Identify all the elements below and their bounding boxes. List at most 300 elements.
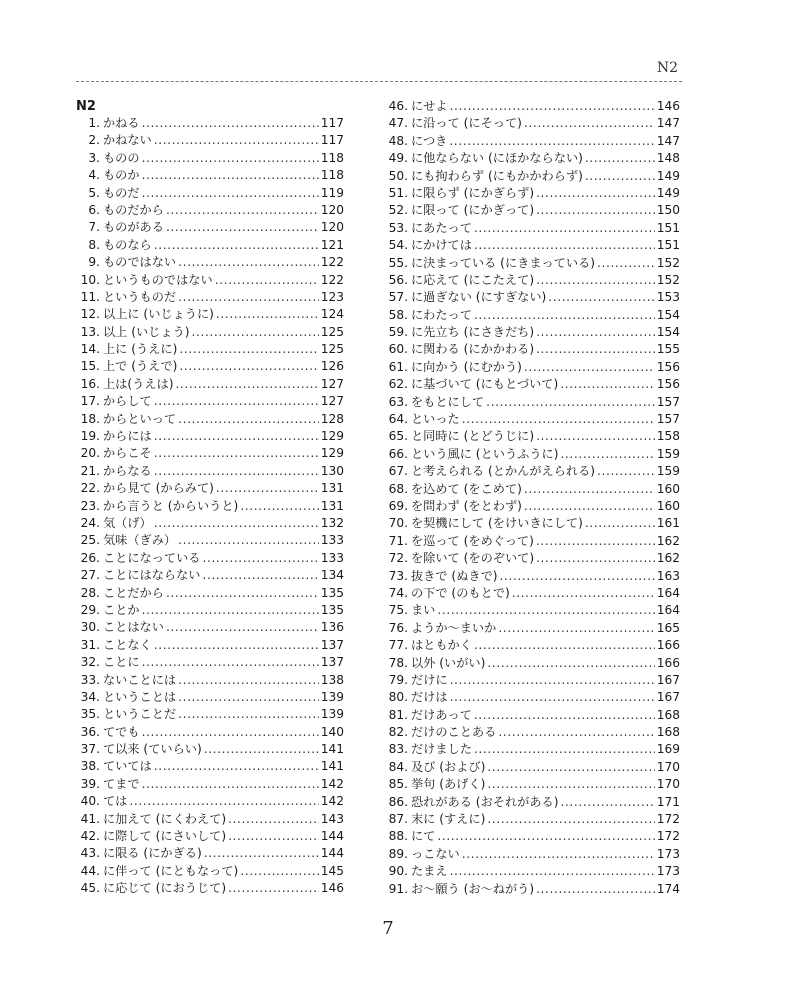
dot-leader bbox=[536, 533, 655, 550]
dot-leader bbox=[474, 220, 655, 237]
entry-page-number: 164 bbox=[656, 603, 680, 618]
dot-leader bbox=[560, 446, 654, 463]
toc-entry bbox=[386, 237, 680, 254]
entry-title: に向かう (にむかう) bbox=[411, 359, 522, 374]
entry-number: 77. bbox=[388, 638, 408, 653]
dot-leader bbox=[240, 498, 318, 515]
entry-number: 27. bbox=[80, 568, 100, 583]
entry-number: 55. bbox=[388, 255, 408, 270]
dot-leader bbox=[437, 828, 654, 845]
dot-leader bbox=[228, 828, 319, 845]
toc-entry bbox=[76, 724, 344, 741]
entry-page-number: 144 bbox=[320, 846, 344, 861]
toc-entry bbox=[386, 289, 680, 306]
dot-leader bbox=[500, 568, 655, 585]
entry-page-number: 118 bbox=[320, 150, 344, 165]
entry-page-number: 165 bbox=[656, 620, 680, 635]
entry-number: 50. bbox=[388, 168, 408, 183]
dot-leader bbox=[450, 98, 655, 115]
entry-number: 1. bbox=[88, 116, 100, 130]
entry-number: 45. bbox=[80, 881, 100, 896]
entry-title: ことなく bbox=[103, 637, 152, 652]
entry-page-number: 156 bbox=[656, 377, 680, 392]
entry-number: 81. bbox=[388, 707, 408, 722]
entry-title: 気（げ） bbox=[103, 515, 152, 530]
toc-entry bbox=[76, 376, 344, 393]
entry-title: というものだ bbox=[103, 289, 177, 304]
dot-leader bbox=[178, 689, 319, 706]
toc-entry bbox=[386, 481, 680, 498]
toc-entry bbox=[76, 845, 344, 862]
entry-page-number: 153 bbox=[656, 290, 680, 305]
toc-entry bbox=[386, 568, 680, 585]
section-title: N2 bbox=[76, 99, 96, 114]
entry-title: ものだ bbox=[103, 185, 140, 200]
toc-entry bbox=[76, 619, 344, 636]
entry-title: ことか bbox=[103, 602, 140, 617]
entry-number: 20. bbox=[80, 446, 100, 461]
toc-column-left bbox=[76, 98, 344, 898]
entry-page-number: 149 bbox=[656, 185, 680, 200]
dot-leader bbox=[474, 741, 655, 758]
entry-number: 41. bbox=[80, 811, 100, 826]
dot-leader bbox=[203, 567, 319, 584]
dot-leader bbox=[474, 637, 655, 654]
entry-page-number: 138 bbox=[320, 672, 344, 687]
entry-page-number: 133 bbox=[320, 550, 344, 565]
entry-page-number: 170 bbox=[656, 777, 680, 792]
entry-number: 28. bbox=[80, 585, 100, 600]
entry-title: ていては bbox=[103, 759, 152, 774]
entry-title: に過ぎない (にすぎない) bbox=[411, 290, 547, 305]
entry-page-number: 135 bbox=[320, 585, 344, 600]
entry-number: 37. bbox=[80, 742, 100, 757]
entry-title: ことにはならない bbox=[103, 568, 201, 583]
entry-number: 61. bbox=[388, 359, 408, 374]
dot-leader bbox=[585, 515, 655, 532]
toc-entry bbox=[386, 828, 680, 845]
dot-leader bbox=[585, 150, 655, 167]
entry-number: 3. bbox=[88, 150, 100, 165]
entry-page-number: 146 bbox=[656, 99, 680, 113]
toc-entry bbox=[76, 289, 344, 306]
entry-title: だけました bbox=[411, 742, 472, 757]
dot-leader bbox=[142, 602, 319, 619]
entry-number: 6. bbox=[88, 202, 100, 217]
entry-page-number: 128 bbox=[320, 411, 344, 426]
entry-page-number: 142 bbox=[320, 776, 344, 791]
entry-number: 51. bbox=[388, 185, 408, 200]
entry-number: 12. bbox=[80, 307, 100, 322]
entry-number: 79. bbox=[388, 672, 408, 687]
entry-number: 60. bbox=[388, 342, 408, 357]
entry-title: 気味（ぎみ） bbox=[103, 533, 177, 548]
toc-entry bbox=[76, 445, 344, 462]
entry-page-number: 172 bbox=[656, 812, 680, 827]
entry-title: かねる bbox=[103, 116, 140, 130]
entry-title: からなる bbox=[103, 463, 152, 478]
entry-title: に限る (にかぎる) bbox=[103, 846, 202, 861]
toc-entry bbox=[76, 654, 344, 671]
entry-title: にあたって bbox=[411, 220, 472, 235]
entry-title: 上で (うえで) bbox=[103, 359, 178, 374]
entry-title: ないことには bbox=[103, 672, 177, 687]
entry-number: 18. bbox=[80, 411, 100, 426]
entry-page-number: 129 bbox=[320, 429, 344, 444]
toc-entry bbox=[386, 255, 680, 272]
toc-entry bbox=[386, 881, 680, 898]
entry-title: といった bbox=[411, 412, 460, 427]
entry-title: 恐れがある (おそれがある) bbox=[411, 794, 559, 809]
entry-title: にせよ bbox=[411, 99, 448, 113]
dot-leader bbox=[524, 498, 655, 515]
entry-number: 26. bbox=[80, 550, 100, 565]
toc-entry bbox=[386, 185, 680, 202]
entry-number: 44. bbox=[80, 863, 100, 878]
dot-leader bbox=[228, 880, 319, 897]
entry-number: 87. bbox=[388, 812, 408, 827]
entry-title: っこない bbox=[411, 846, 460, 861]
dot-leader bbox=[536, 341, 655, 358]
entry-page-number: 173 bbox=[656, 864, 680, 879]
entry-page-number: 131 bbox=[320, 498, 344, 513]
toc-entry bbox=[386, 324, 680, 341]
entry-number: 5. bbox=[88, 185, 100, 200]
dot-leader bbox=[450, 672, 655, 689]
dot-leader bbox=[204, 741, 319, 758]
dot-leader bbox=[216, 306, 319, 323]
entry-title: からには bbox=[103, 429, 152, 444]
entry-number: 54. bbox=[388, 238, 408, 253]
entry-title: に基づいて (にもとづいて) bbox=[411, 377, 559, 392]
entry-page-number: 122 bbox=[320, 255, 344, 270]
toc-entry bbox=[386, 672, 680, 689]
toc-entry bbox=[76, 358, 344, 375]
entry-number: 91. bbox=[388, 881, 408, 896]
toc-entry bbox=[386, 359, 680, 376]
entry-title: ものの bbox=[103, 150, 140, 165]
entry-page-number: 135 bbox=[320, 602, 344, 617]
entry-title: に加えて (にくわえて) bbox=[103, 811, 227, 826]
toc-entry bbox=[386, 376, 680, 393]
entry-title: て以来 (ていらい) bbox=[103, 742, 202, 757]
entry-page-number: 151 bbox=[656, 220, 680, 235]
entry-title: に限って (にかぎって) bbox=[411, 203, 535, 218]
toc-entry bbox=[76, 306, 344, 323]
entry-title: に限らず (にかぎらず) bbox=[411, 185, 535, 200]
dot-leader bbox=[597, 255, 655, 272]
entry-page-number: 162 bbox=[656, 551, 680, 566]
toc-entry bbox=[386, 168, 680, 185]
dot-leader bbox=[142, 167, 319, 184]
entry-title: だけあって bbox=[411, 707, 472, 722]
toc-entry bbox=[76, 219, 344, 236]
dot-leader bbox=[178, 706, 319, 723]
entry-page-number: 151 bbox=[656, 238, 680, 253]
toc-entry bbox=[386, 533, 680, 550]
dot-leader bbox=[154, 428, 319, 445]
entry-number: 67. bbox=[388, 464, 408, 479]
entry-title: と考えられる (とかんがえられる) bbox=[411, 464, 596, 479]
entry-title: からこそ bbox=[103, 446, 152, 461]
toc-entry bbox=[76, 776, 344, 793]
dot-leader bbox=[536, 881, 655, 898]
toc-entry bbox=[76, 167, 344, 184]
entry-page-number: 156 bbox=[656, 359, 680, 374]
dot-leader bbox=[536, 272, 655, 289]
entry-number: 39. bbox=[80, 776, 100, 791]
toc-entry bbox=[76, 498, 344, 515]
entry-title: 抜きで (ぬきで) bbox=[411, 568, 498, 583]
dot-leader bbox=[142, 150, 319, 167]
dot-leader bbox=[536, 324, 655, 341]
entry-page-number: 168 bbox=[656, 725, 680, 740]
entry-number: 90. bbox=[388, 864, 408, 879]
toc-entry bbox=[76, 341, 344, 358]
toc-entry bbox=[386, 98, 680, 115]
entry-number: 86. bbox=[388, 794, 408, 809]
entry-page-number: 142 bbox=[320, 794, 344, 809]
dot-leader bbox=[597, 463, 655, 480]
dot-leader bbox=[486, 394, 655, 411]
entry-number: 85. bbox=[388, 777, 408, 792]
entry-number: 29. bbox=[80, 602, 100, 617]
toc-entry bbox=[76, 828, 344, 845]
entry-title: に沿って (にそって) bbox=[411, 116, 522, 131]
entry-number: 74. bbox=[388, 585, 408, 600]
toc-entry bbox=[386, 463, 680, 480]
toc-entry bbox=[76, 532, 344, 549]
entry-title: だけのことある bbox=[411, 725, 497, 740]
entry-number: 68. bbox=[388, 481, 408, 496]
entry-page-number: 118 bbox=[320, 168, 344, 183]
entry-page-number: 158 bbox=[656, 429, 680, 444]
toc-entry bbox=[386, 341, 680, 358]
toc-entry bbox=[76, 863, 344, 880]
entry-title: ものなら bbox=[103, 237, 152, 252]
entry-number: 31. bbox=[80, 637, 100, 652]
entry-page-number: 125 bbox=[320, 342, 344, 357]
entry-title: 以外 (いがい) bbox=[411, 655, 486, 670]
toc-entry bbox=[386, 428, 680, 445]
dot-leader bbox=[548, 289, 654, 306]
dot-leader bbox=[512, 585, 655, 602]
entry-number: 71. bbox=[388, 533, 408, 548]
dot-leader bbox=[524, 481, 655, 498]
entry-page-number: 143 bbox=[320, 811, 344, 826]
entry-title: を契機にして (をけいきにして) bbox=[411, 516, 583, 531]
entry-number: 11. bbox=[80, 289, 100, 304]
entry-page-number: 152 bbox=[656, 255, 680, 270]
entry-page-number: 122 bbox=[320, 272, 344, 287]
entry-number: 33. bbox=[80, 672, 100, 687]
dot-leader bbox=[450, 863, 655, 880]
entry-number: 69. bbox=[388, 498, 408, 513]
dot-leader bbox=[536, 202, 655, 219]
entry-number: 42. bbox=[80, 829, 100, 844]
entry-title: に応えて (にこたえて) bbox=[411, 272, 535, 287]
toc-list-right bbox=[386, 98, 680, 898]
entry-title: ことはない bbox=[103, 620, 164, 635]
entry-title: にて bbox=[411, 829, 436, 844]
entry-number: 32. bbox=[80, 655, 100, 670]
entry-page-number: 140 bbox=[320, 724, 344, 739]
toc-entry bbox=[386, 446, 680, 463]
toc-entry bbox=[76, 272, 344, 289]
entry-page-number: 139 bbox=[320, 707, 344, 722]
entry-page-number: 173 bbox=[656, 846, 680, 861]
entry-title: ことだから bbox=[103, 585, 164, 600]
entry-title: ようか〜まいか bbox=[411, 620, 497, 635]
entry-number: 73. bbox=[388, 568, 408, 583]
entry-number: 34. bbox=[80, 689, 100, 704]
dot-leader bbox=[524, 115, 655, 132]
toc-entry bbox=[76, 202, 344, 219]
entry-number: 65. bbox=[388, 429, 408, 444]
toc-entry bbox=[76, 880, 344, 897]
entry-page-number: 169 bbox=[656, 742, 680, 757]
toc-entry bbox=[386, 707, 680, 724]
toc-entry bbox=[386, 394, 680, 411]
entry-page-number: 160 bbox=[656, 498, 680, 513]
entry-page-number: 133 bbox=[320, 533, 344, 548]
entry-title: てでも bbox=[103, 724, 140, 739]
entry-title: てまで bbox=[103, 776, 140, 791]
dot-leader bbox=[142, 776, 319, 793]
entry-number: 9. bbox=[88, 255, 100, 270]
entry-page-number: 144 bbox=[320, 829, 344, 844]
entry-page-number: 163 bbox=[656, 568, 680, 583]
entry-page-number: 147 bbox=[656, 133, 680, 148]
toc-entry bbox=[386, 689, 680, 706]
entry-page-number: 125 bbox=[320, 324, 344, 339]
entry-page-number: 123 bbox=[320, 289, 344, 304]
entry-title: に応じて (におうじて) bbox=[103, 881, 227, 896]
dot-leader bbox=[154, 237, 319, 254]
entry-page-number: 141 bbox=[320, 759, 344, 774]
entry-page-number: 157 bbox=[656, 394, 680, 409]
entry-title: ものか bbox=[103, 168, 140, 183]
header-divider bbox=[76, 81, 682, 82]
dot-leader bbox=[178, 254, 319, 271]
entry-title: 上は(うえは) bbox=[103, 376, 174, 391]
entry-page-number: 148 bbox=[656, 151, 680, 166]
toc-entry bbox=[386, 811, 680, 828]
entry-number: 49. bbox=[388, 151, 408, 166]
toc-entry bbox=[76, 585, 344, 602]
entry-page-number: 154 bbox=[656, 307, 680, 322]
entry-number: 72. bbox=[388, 551, 408, 566]
entry-number: 19. bbox=[80, 429, 100, 444]
toc-entry bbox=[76, 706, 344, 723]
entry-title: ことに bbox=[103, 655, 140, 670]
entry-title: にかけては bbox=[411, 238, 472, 253]
entry-page-number: 120 bbox=[320, 220, 344, 235]
entry-number: 30. bbox=[80, 620, 100, 635]
entry-page-number: 152 bbox=[656, 272, 680, 287]
dot-leader bbox=[437, 602, 654, 619]
toc-entry bbox=[386, 759, 680, 776]
toc-entry bbox=[386, 776, 680, 793]
entry-page-number: 136 bbox=[320, 620, 344, 635]
entry-number: 22. bbox=[80, 481, 100, 496]
toc-list-left bbox=[76, 115, 344, 898]
entry-number: 56. bbox=[388, 272, 408, 287]
entry-number: 57. bbox=[388, 290, 408, 305]
toc-entry bbox=[76, 480, 344, 497]
entry-number: 17. bbox=[80, 394, 100, 409]
dot-leader bbox=[498, 620, 654, 637]
dot-leader bbox=[240, 863, 318, 880]
dot-leader bbox=[166, 219, 319, 236]
entry-title: の下で (のもとで) bbox=[411, 585, 510, 600]
toc-entry bbox=[76, 463, 344, 480]
toc-entry bbox=[386, 220, 680, 237]
entry-title: と同時に (とどうじに) bbox=[411, 429, 535, 444]
toc-entry bbox=[76, 515, 344, 532]
dot-leader bbox=[536, 550, 655, 567]
dot-leader bbox=[154, 463, 319, 480]
dot-leader bbox=[462, 411, 655, 428]
entry-page-number: 141 bbox=[320, 742, 344, 757]
toc-entry bbox=[386, 515, 680, 532]
entry-number: 25. bbox=[80, 533, 100, 548]
dot-leader bbox=[536, 428, 655, 445]
entry-page-number: 172 bbox=[656, 829, 680, 844]
entry-title: だけに bbox=[411, 672, 448, 687]
dot-leader bbox=[450, 689, 655, 706]
entry-title: から言うと (からいうと) bbox=[103, 498, 239, 513]
entry-number: 88. bbox=[388, 829, 408, 844]
dot-leader bbox=[154, 132, 319, 149]
entry-number: 89. bbox=[388, 846, 408, 861]
entry-number: 4. bbox=[88, 168, 100, 183]
entry-page-number: 137 bbox=[320, 637, 344, 652]
entry-page-number: 159 bbox=[656, 464, 680, 479]
entry-page-number: 146 bbox=[320, 881, 344, 896]
entry-number: 58. bbox=[388, 307, 408, 322]
entry-number: 15. bbox=[80, 359, 100, 374]
toc-entry bbox=[386, 741, 680, 758]
page-header bbox=[0, 60, 800, 80]
entry-number: 40. bbox=[80, 794, 100, 809]
entry-page-number: 149 bbox=[656, 168, 680, 183]
entry-title: お〜願う (お〜ねがう) bbox=[411, 881, 535, 896]
entry-page-number: 121 bbox=[320, 237, 344, 252]
entry-title: にも拘わらず (にもかかわらず) bbox=[411, 168, 583, 183]
dot-leader bbox=[154, 758, 319, 775]
toc-entry bbox=[386, 655, 680, 672]
entry-number: 76. bbox=[388, 620, 408, 635]
entry-number: 82. bbox=[388, 725, 408, 740]
dot-leader bbox=[179, 358, 318, 375]
entry-title: ということだ bbox=[103, 707, 177, 722]
entry-page-number: 167 bbox=[656, 690, 680, 705]
entry-number: 70. bbox=[388, 516, 408, 531]
entry-number: 66. bbox=[388, 446, 408, 461]
entry-title: からして bbox=[103, 394, 152, 409]
page-number: 7 bbox=[382, 918, 394, 939]
entry-title: から見て (からみて) bbox=[103, 481, 214, 496]
toc-entry bbox=[76, 150, 344, 167]
dot-leader bbox=[154, 637, 319, 654]
toc-entry bbox=[386, 602, 680, 619]
dot-leader bbox=[216, 480, 319, 497]
toc-entry bbox=[76, 185, 344, 202]
entry-number: 84. bbox=[388, 759, 408, 774]
dot-leader bbox=[154, 393, 319, 410]
toc-entry bbox=[76, 550, 344, 567]
